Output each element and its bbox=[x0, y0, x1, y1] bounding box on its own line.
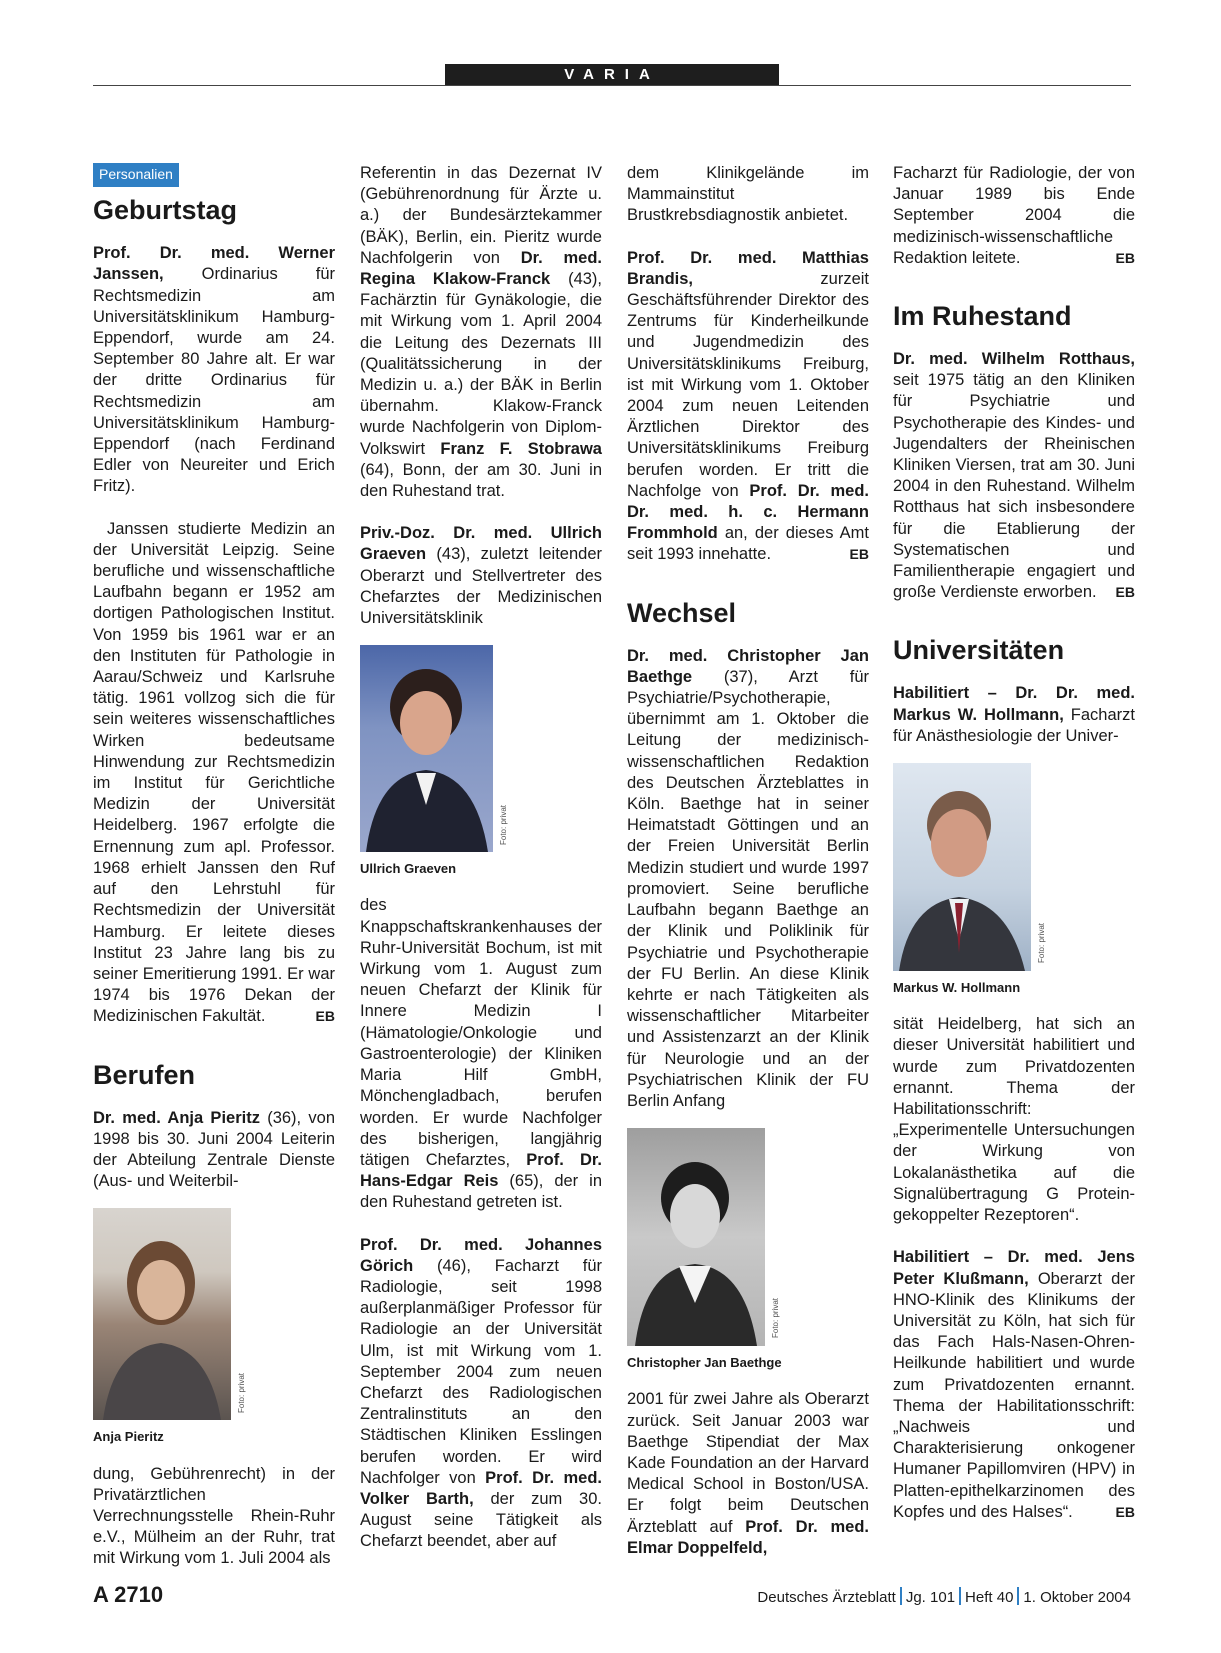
photo-credit: Foto: privat bbox=[1037, 923, 1046, 964]
footer-citation bbox=[757, 1587, 1131, 1606]
photo-credit: Foto: privat bbox=[237, 1373, 246, 1414]
portrait-image bbox=[893, 763, 1031, 971]
paragraph-rotthaus: Dr. med. Wilhelm Rotthaus, seit 1975 tätig an den Kliniken für Psychiatrie und Psychotherapie des Kindes- und Jugendalters der Rheinischen Kliniken Viersen, trat am 30. Juni 2004 in den Ruhestand. Wilhelm Rotthaus hat sich insbesondere für die Etablierung der Systematischen und Familientherapie engagiert und große Verdienste erworben. EB bbox=[893, 349, 1135, 603]
person-name: Habilitiert – Dr. med. Jens Peter Klußmann, bbox=[893, 1248, 1135, 1288]
author-signature: EB bbox=[1115, 1503, 1135, 1520]
photo-caption: Christopher Jan Baethge bbox=[627, 1355, 782, 1371]
paragraph-pieritz-2: dung, Gebührenrecht) in der Privatärztlichen Verrechnungsstelle Rhein-Ruhr e.V., Mülheim an der Ruhr, trat mit Wirkung vom 1. Juli 2004 als bbox=[93, 1464, 335, 1568]
person-name: Habilitiert – Dr. Dr. med. Markus W. Hollmann, bbox=[893, 684, 1135, 724]
column-4 bbox=[893, 163, 1135, 1544]
paragraph-graeven-1: Priv.-Doz. Dr. med. Ullrich Graeven (43), zuletzt leitender Oberarzt und Stellvertreter des Chefarztes der Medizinischen Universitätsklinik bbox=[360, 524, 602, 628]
person-name: Prof. Dr. med. Werner Janssen, bbox=[93, 244, 335, 284]
paragraph-pieritz-3: Referentin in das Dezernat IV (Gebührenordnung für Ärzte u. a.) der Bundesärztekammer (BÄK), Berlin, ein. Pieritz wurde Nachfolgerin von Dr. med. Regina Klakow-Franck (43), Fachärztin für Gynäkologie, die mit Wirkung vom 1. April 2004 die Leitung des Dezernats III (Qualitätssicherung in der Medizin u. a.) der BÄK in Berlin übernahm. Klakow-Franck wurde Nachfolgerin von Diplom-Volkswirt Franz F. Stobrawa (64), Bonn, der am 30. Juni in den Ruhestand trat. bbox=[360, 164, 603, 501]
author-signature: EB bbox=[1115, 249, 1135, 266]
heading-universitaeten: Universitäten bbox=[893, 635, 1065, 666]
issue-date: 1. Oktober 2004 bbox=[1023, 1589, 1131, 1606]
person-name: Dr. med. Wilhelm Rotthaus, bbox=[893, 350, 1135, 369]
paragraph-hollmann-1: Habilitiert – Dr. Dr. med. Markus W. Hollmann, Facharzt für Anästhesiologie der Univer- bbox=[893, 684, 1135, 745]
photo-credit: Foto: privat bbox=[771, 1298, 780, 1339]
paragraph-janssen-1: Prof. Dr. med. Werner Janssen, Ordinarius für Rechtsmedizin am Universitätsklinikum Hamburg-Eppendorf, wurde am 24. September 80 Jahre alt. Er war der dritte Ordinarius für Rechtsmedizin am Universitätsklinikum Hamburg-Eppendorf (nach Ferdinand Edler von Neureiter und Erich Fritz). bbox=[93, 244, 335, 496]
paragraph-janssen-2: Janssen studierte Medizin an der Universität Leipzig. Seine berufliche und wissenschaftliche Laufbahn begann er 1952 am dortigen Pathologischen Institut. Von 1959 bis 1961 war er an den Instituten für Pathologie in Aarau/Schweiz und Karlsruhe tätig. 1961 vollzog sich die für sein weiteres wissenschaftliches Wirken bedeutsame Hinwendung zur Rechtsmedizin im Institut für Gerichtliche Medizin der Universität Heidelberg. 1967 erfolgte die Ernennung zum apl. Professor. 1968 erhielt Janssen den Ruf auf den Lehrstuhl für Rechtsmedizin der Universität Hamburg. Er leitete dieses Institut 23 Jahre lang bis zu seiner Emeritierung 1991. Er war 1974 bis 1976 Dekan der Medizinischen Fakultät. EB bbox=[93, 519, 335, 1028]
section-header: VARIA bbox=[445, 64, 779, 86]
person-name: Dr. med. Regina Klakow-Franck bbox=[360, 248, 602, 289]
portrait-figure bbox=[893, 763, 1031, 971]
photo-credit: Foto: privat bbox=[499, 805, 508, 846]
column-1 bbox=[93, 163, 335, 1591]
separator bbox=[1017, 1587, 1019, 1605]
photo-pieritz bbox=[93, 1208, 335, 1447]
paragraph-goerich: Prof. Dr. med. Johannes Görich (46), Facharzt für Radiologie, seit 1998 außerplanmäßiger Professor für Radiologie an der Universität Ulm, ist mit Wirkung vom 1. September 2004 zum neuen Chefarzt des Radiologischen Zentralinstituts an den Städtischen Kliniken Esslingen berufen worden. Er wird Nachfolger von Prof. Dr. med. Volker Barth, der zum 30. August seine Tätigkeit als Chefarzt beendet, aber auf bbox=[360, 1235, 602, 1551]
separator bbox=[959, 1587, 961, 1605]
paragraph-pieritz-1: Dr. med. Anja Pieritz (36), von 1998 bis 30. Juni 2004 Leiterin der Abteilung Zentrale Dienste (Aus- und Weiterbil- bbox=[93, 1108, 335, 1191]
paragraph-baethge-1: Dr. med. Christopher Jan Baethge (37), Arzt für Psychiatrie/Psychotherapie, übernimmt am 1. Oktober die Leitung der medizinisch-wissenschaftlichen Redaktion des Deutschen Ärzteblattes in Köln. Baethge hat in seiner Heimatstadt Göttingen und an der Freien Universität Berlin Medizin studiert und wurde 1997 promoviert. Seine berufliche Laufbahn begann Baethge an der Klinik und Poliklinik für Psychiatrie und Psychotherapie der FU Berlin. An diese Klinik kehrte er nach Tätigkeiten als wissenschaftlicher Mitarbeiter und Assistenzarzt an der Klinik für Neurologie und an der Psychiatrischen Klinik der FU Berlin Anfang bbox=[627, 646, 869, 1110]
person-name: Prof. Dr. med. Dr. med. h. c. Hermann Frommhold bbox=[627, 481, 869, 543]
header-rule bbox=[93, 85, 1131, 86]
person-name: Franz F. Stobrawa bbox=[440, 439, 602, 458]
person-name: Dr. med. Christopher Jan Baethge bbox=[627, 646, 869, 686]
paragraph-klussmann: Habilitiert – Dr. med. Jens Peter Klußmann, Oberarzt der HNO-Klinik des Klinikums der Universität zu Köln, hat sich für das Fach Hals-Nasen-Ohren-Heilkunde habilitiert und wurde zum Privatdozenten ernannt. Thema der Habilitationsschrift: „Nachweis und Charakterisierung onkogener Humaner Papillomviren (HPV) in Platten-epithelkarzinomen des Kopfes und des Halses“. EB bbox=[893, 1247, 1135, 1523]
person-name: Prof. Dr. med. Johannes Görich bbox=[360, 1235, 602, 1275]
paragraph-graeven-2: des Knappschaftskrankenhauses der Ruhr-Universität Bochum, ist mit Wirkung vom 1. August zum neuen Chefarzt der Klinik für Innere Medizin I (Hämatologie/Onkologie und Gastroenterologie) der Kliniken Maria Hilf GmbH, Mönchengladbach, berufen worden. Er wurde Nachfolger des bisherigen, langjährig tätigen Chefarztes, Prof. Dr. Hans-Edgar Reis (65), der in den Ruhestand getreten ist. bbox=[360, 896, 602, 1212]
portrait-figure bbox=[93, 1208, 231, 1420]
journal-volume: Jg. 101 bbox=[905, 1589, 956, 1606]
photo-caption: Ullrich Graeven bbox=[360, 861, 457, 877]
category-tag: Personalien bbox=[93, 163, 179, 187]
author-signature: EB bbox=[1115, 584, 1135, 601]
portrait-image bbox=[93, 1208, 231, 1420]
journal-name: Deutsches Ärzteblatt bbox=[757, 1589, 896, 1606]
paragraph-brandis: Prof. Dr. med. Matthias Brandis, zurzeit Geschäftsführender Direktor des Zentrums für Kinderheilkunde und Jugendmedizin des Universitätsklinikums Freiburg, ist mit Wirkung vom 1. Oktober 2004 zum neuen Leitenden Ärztlichen Direktor des Universitätsklinikums Freiburg berufen worden. Er tritt die Nachfolge von Prof. Dr. med. Dr. med. h. c. Hermann Frommhold an, der dieses Amt seit 1993 innehatte. EB bbox=[627, 248, 869, 566]
person-name: Dr. med. Anja Pieritz bbox=[93, 1108, 260, 1127]
column-3 bbox=[627, 163, 869, 1580]
heading-ruhestand: Im Ruhestand bbox=[893, 301, 1072, 332]
portrait-figure bbox=[627, 1128, 765, 1346]
heading-wechsel: Wechsel bbox=[627, 597, 737, 628]
portrait-image bbox=[627, 1128, 765, 1346]
paragraph-baethge-2: 2001 für zwei Jahre als Oberarzt zurück. Seit Januar 2003 war Baethge Stipendiat der Max Kade Foundation an der Harvard Medical School in Boston/USA. Er folgt beim Deutschen Ärzteblatt auf Prof. Dr. med. Elmar Doppelfeld, bbox=[627, 1390, 869, 1557]
photo-graeven bbox=[360, 645, 602, 879]
person-name: Prof. Dr. med. Volker Barth, bbox=[360, 1468, 602, 1508]
portrait-image bbox=[360, 645, 493, 852]
author-signature: EB bbox=[315, 1008, 335, 1025]
journal-issue: Heft 40 bbox=[965, 1589, 1014, 1606]
photo-hollmann bbox=[893, 763, 1135, 998]
page-number: A 2710 bbox=[93, 1582, 164, 1607]
portrait-figure bbox=[360, 645, 493, 852]
author-signature: EB bbox=[849, 546, 869, 563]
photo-baethge bbox=[627, 1128, 869, 1373]
photo-caption: Markus W. Hollmann bbox=[893, 980, 1021, 996]
person-name: Prof. Dr. Hans-Edgar Reis bbox=[360, 1150, 602, 1191]
paragraph-hollmann-2: sität Heidelberg, hat sich an dieser Universität habilitiert und wurde zum Privatdozenten ernannt. Thema der Habilitationsschrift: „Experimentelle Untersuchungen der Wirkung von Lokalanästhetika auf die Signalübertragung G Protein-gekoppelter Rezeptoren“. bbox=[893, 1015, 1135, 1225]
separator bbox=[900, 1587, 902, 1605]
column-2 bbox=[360, 163, 602, 1574]
paragraph-doppelfeld: Facharzt für Radiologie, der von Januar 1989 bis Ende September 2004 die medizinisch-wissenschaftliche Redaktion leitete. EB bbox=[893, 163, 1135, 269]
heading-berufen: Berufen bbox=[93, 1059, 196, 1090]
paragraph-goerich-2: dem Klinikgelände im Mammainstitut Brustkrebsdiagnostik anbietet. bbox=[627, 164, 869, 225]
heading-geburtstag: Geburtstag bbox=[93, 195, 238, 226]
person-name: Priv.-Doz. Dr. med. Ullrich Graeven bbox=[360, 524, 602, 564]
person-name: Prof. Dr. med. Elmar Doppelfeld, bbox=[627, 1517, 869, 1557]
person-name: Prof. Dr. med. Matthias Brandis, bbox=[627, 248, 869, 288]
photo-caption: Anja Pieritz bbox=[93, 1429, 164, 1445]
